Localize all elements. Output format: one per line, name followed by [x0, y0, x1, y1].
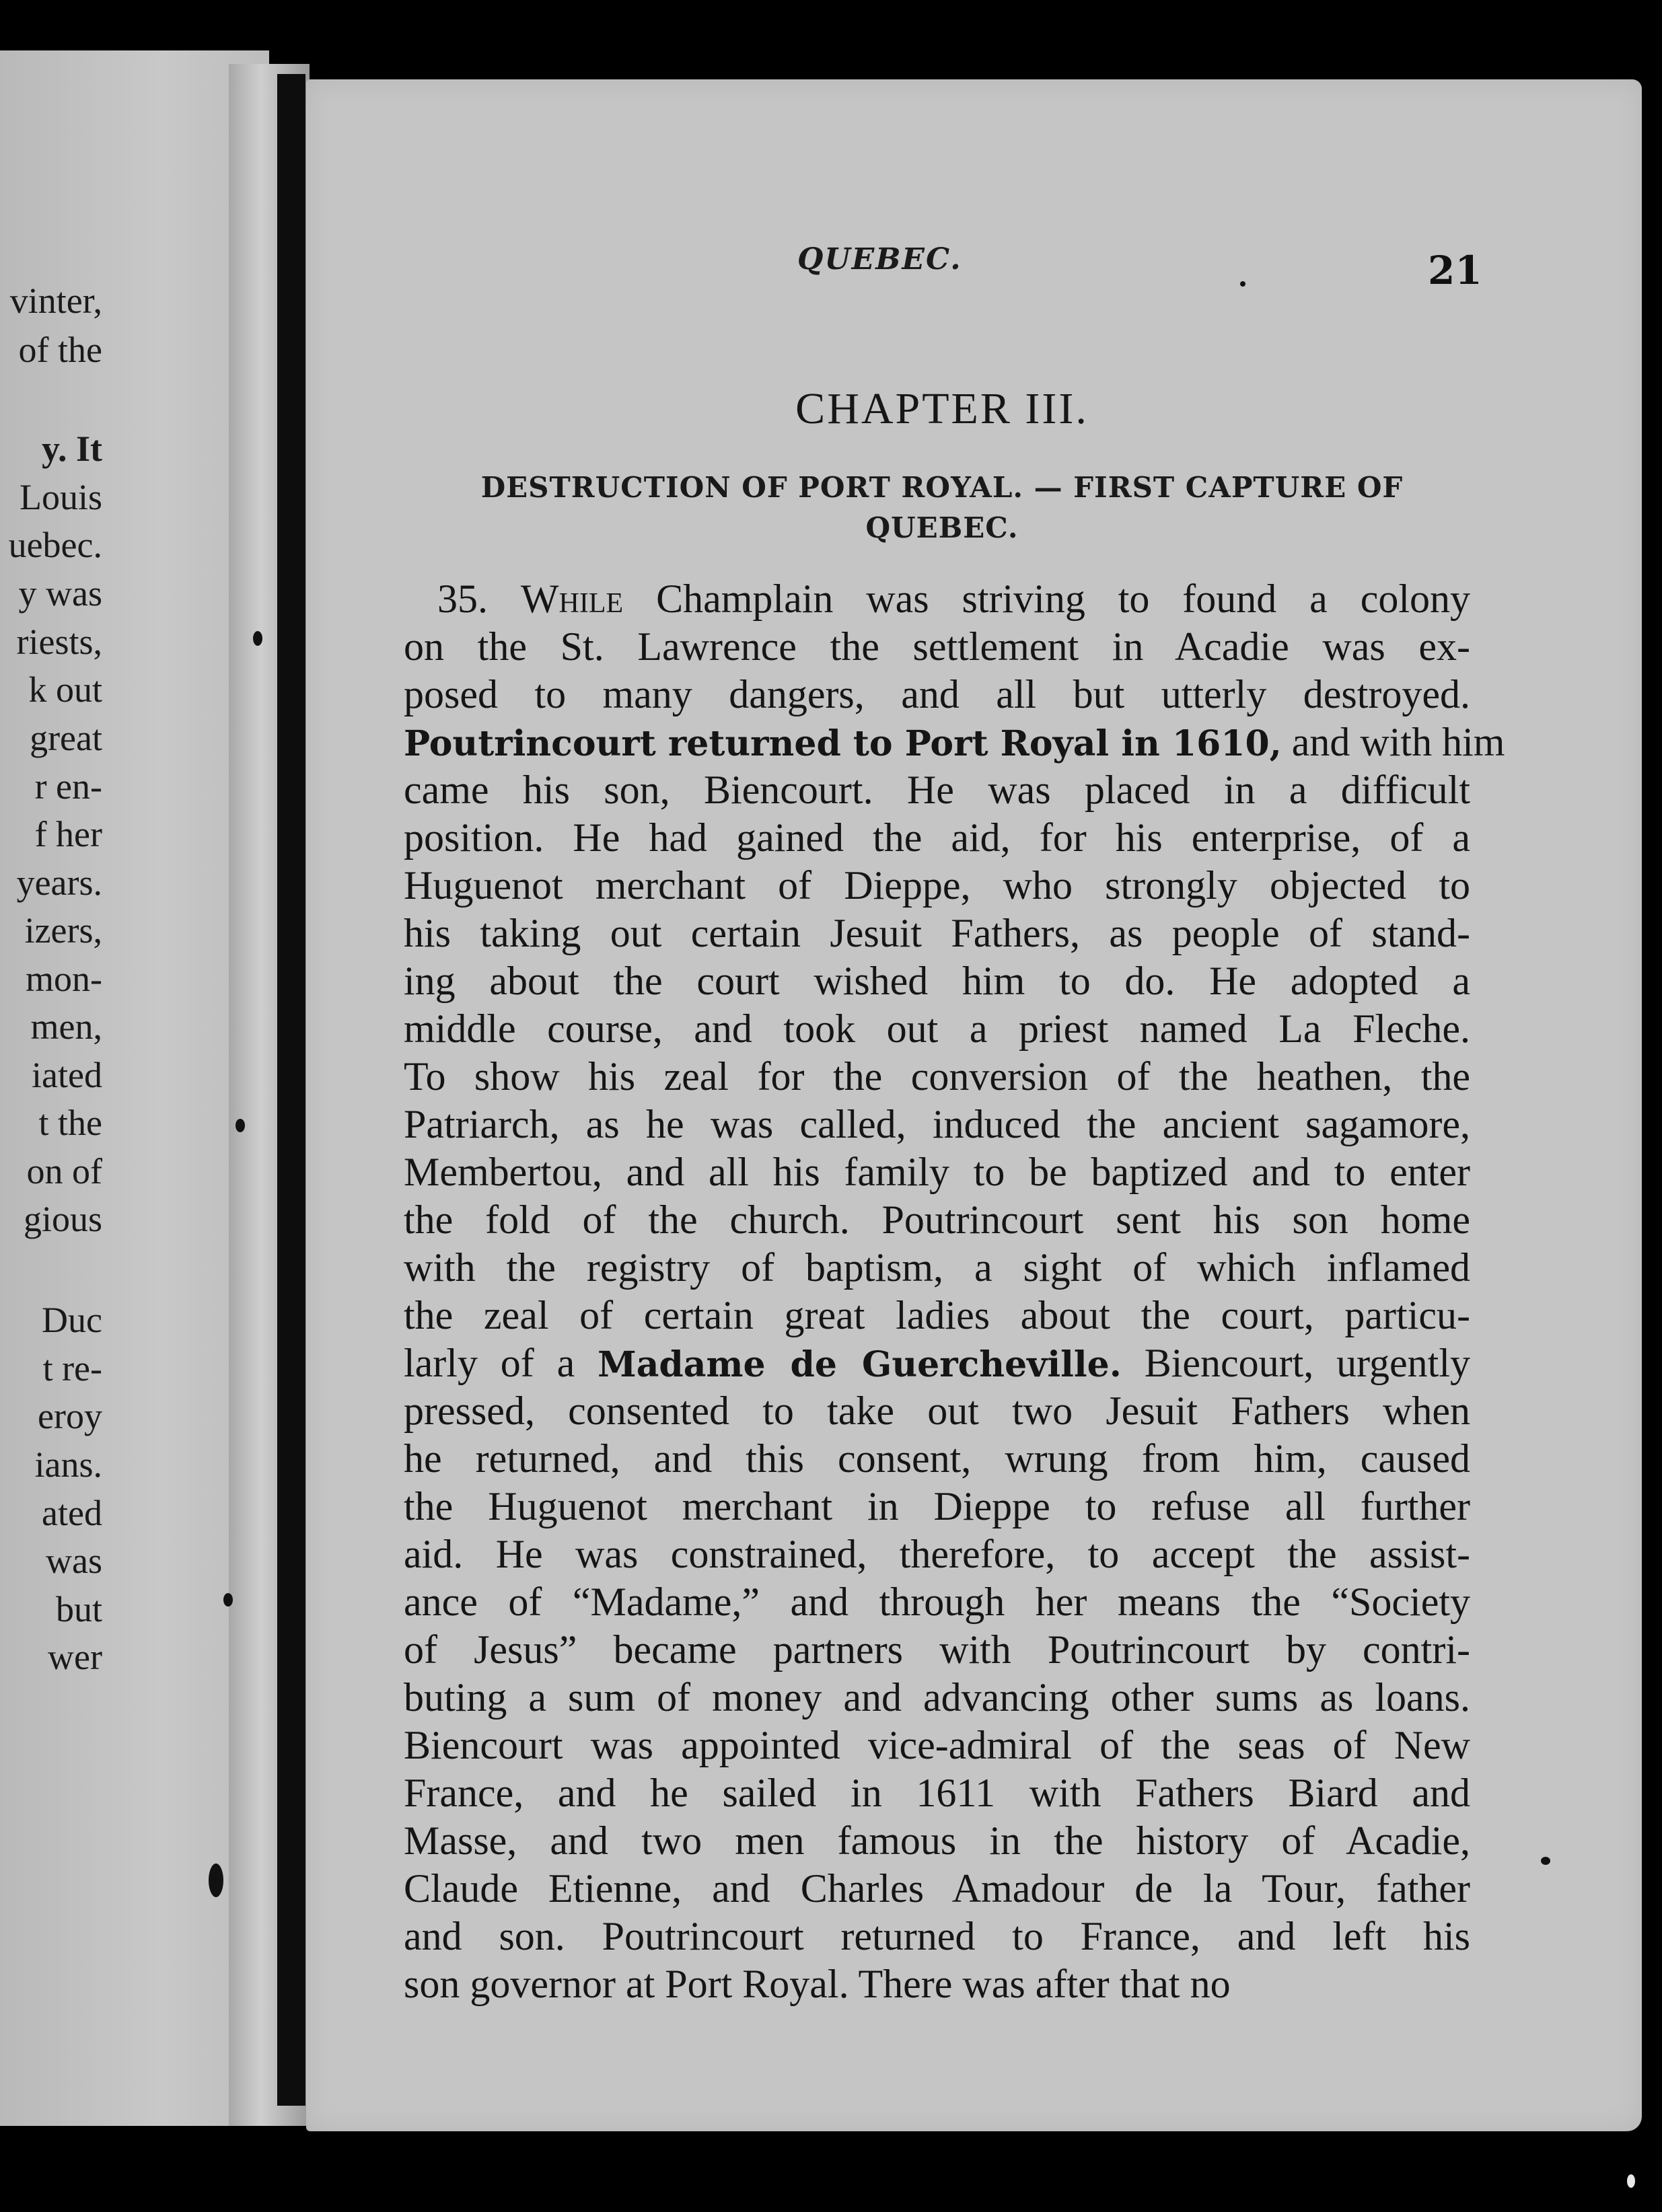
left-fragment: gious	[23, 1199, 102, 1239]
paragraph-number: 35.	[437, 577, 488, 621]
chapter-subtitle-line: QUEBEC.	[865, 511, 1019, 544]
text-line: To show his zeal for the conversion of the heathen, the	[404, 1054, 1470, 1099]
left-fragment: t re-	[42, 1348, 102, 1389]
text-line: pressed, consented to take out two Jesuit Fathers when	[404, 1389, 1470, 1433]
left-fragment: uebec.	[8, 525, 102, 565]
text-line: Huguenot merchant of Dieppe, who strongly objected to	[404, 863, 1470, 908]
left-fragment: ated	[42, 1493, 102, 1533]
text-line-content: larly of a	[404, 1341, 575, 1385]
text-line: came his son, Biencourt. He was placed in a difficult	[404, 768, 1470, 812]
text-line: son governor at Port Royal. There was after that no	[404, 1962, 1231, 2006]
scan-speck	[223, 1593, 233, 1607]
left-fragment: years.	[16, 862, 102, 903]
left-fragment: on of	[26, 1151, 102, 1191]
left-fragment: t the	[38, 1103, 102, 1143]
text-line: position. He had gained the aid, for his enterprise, of a	[404, 815, 1470, 860]
bold-phrase: Madame de Guercheville.	[598, 1344, 1122, 1385]
text-line: Masse, and two men famous in the history of Acadie,	[404, 1818, 1470, 1863]
text-line: Claude Etienne, and Charles Amadour de la Tour, father	[404, 1866, 1470, 1911]
text-line: posed to many dangers, and all but utterly destroyed.	[404, 672, 1470, 716]
chapter-subtitle	[410, 468, 1474, 548]
text-line	[404, 575, 1470, 623]
left-fragment: Louis	[19, 477, 102, 517]
left-fragment: riests,	[16, 622, 102, 662]
left-fragment: was	[46, 1541, 102, 1581]
text-line: and son. Poutrincourt returned to France, and left his	[404, 1914, 1470, 1958]
text-line: the fold of the church. Poutrincourt sent his son home	[404, 1197, 1470, 1242]
left-fragment: y was	[18, 573, 102, 614]
text-line: France, and he sailed in 1611 with Fathers Biard and	[404, 1771, 1470, 1815]
text-line-content: Champlain was striving to found a colony	[656, 577, 1471, 621]
left-fragment: but	[55, 1589, 102, 1629]
paragraph-lead-word: While	[520, 577, 624, 621]
left-fragment: great	[30, 718, 102, 758]
scan-speck	[253, 631, 262, 646]
text-line: Biencourt was appointed vice-admiral of the seas of New	[404, 1723, 1470, 1767]
left-fragment: iated	[32, 1055, 102, 1095]
left-page-text-fragments	[0, 0, 102, 2212]
text-line: aid. He was constrained, therefore, to accept the assist-	[404, 1532, 1470, 1576]
running-head: QUEBEC.	[797, 242, 962, 276]
text-line: with the registry of baptism, a sight of which inflamed	[404, 1245, 1470, 1290]
page-number: 21	[1428, 248, 1482, 293]
text-line: on the St. Lawrence the settlement in Acadie was ex-	[404, 624, 1470, 669]
scan-speck	[1627, 2174, 1635, 2188]
scan-speck	[236, 1119, 245, 1132]
bold-phrase: Poutrincourt returned to Port Royal in 1610,	[404, 723, 1282, 764]
chapter-title: CHAPTER III.	[795, 384, 1089, 433]
left-fragment: f her	[34, 814, 102, 854]
text-line	[404, 1339, 1470, 1387]
text-line: ing about the court wished him to do. He adopted a	[404, 959, 1470, 1003]
left-fragment: vinter,	[9, 281, 102, 321]
text-line: the zeal of certain great ladies about the court, particu-	[404, 1293, 1470, 1337]
scan-speck	[1541, 1857, 1550, 1865]
text-line-content: Biencourt, urgently	[1144, 1341, 1471, 1385]
text-line: his taking out certain Jesuit Fathers, as people of stand-	[404, 911, 1470, 955]
left-fragment: ians.	[34, 1444, 102, 1485]
scan-speck	[209, 1864, 223, 1897]
text-line: ance of “Madame,” and through her means the “Society	[404, 1580, 1470, 1624]
left-fragment: of the	[18, 330, 102, 370]
left-fragment: Duc	[42, 1300, 102, 1340]
left-fragment: eroy	[38, 1396, 102, 1436]
chapter-subtitle-line: DESTRUCTION OF PORT ROYAL. — FIRST CAPTURE OF	[480, 471, 1404, 504]
paragraph-35	[404, 575, 1505, 2008]
left-fragment: men,	[30, 1006, 102, 1047]
text-line: middle course, and took out a priest named La Fleche.	[404, 1006, 1470, 1051]
text-line: Patriarch, as he was called, induced the ancient sagamore,	[404, 1102, 1470, 1146]
text-line-content: and with him	[1291, 720, 1505, 764]
left-fragment: mon-	[26, 959, 102, 999]
text-line: Membertou, and all his family to be baptized and to enter	[404, 1150, 1470, 1194]
scan-speck	[1240, 281, 1245, 287]
left-fragment: izers,	[24, 910, 102, 951]
text-line: the Huguenot merchant in Dieppe to refuse all further	[404, 1484, 1470, 1528]
left-fragment: r en-	[34, 766, 102, 807]
text-line: buting a sum of money and advancing other sums as loans.	[404, 1675, 1470, 1720]
left-fragment: wer	[48, 1637, 102, 1677]
text-line: of Jesus” became partners with Poutrincourt by contri-	[404, 1627, 1470, 1672]
book-binding	[277, 74, 305, 2106]
left-fragment: k out	[28, 669, 102, 710]
left-fragment: y. It	[41, 429, 102, 469]
text-line: he returned, and this consent, wrung from him, caused	[404, 1436, 1470, 1481]
text-line	[404, 718, 1505, 766]
